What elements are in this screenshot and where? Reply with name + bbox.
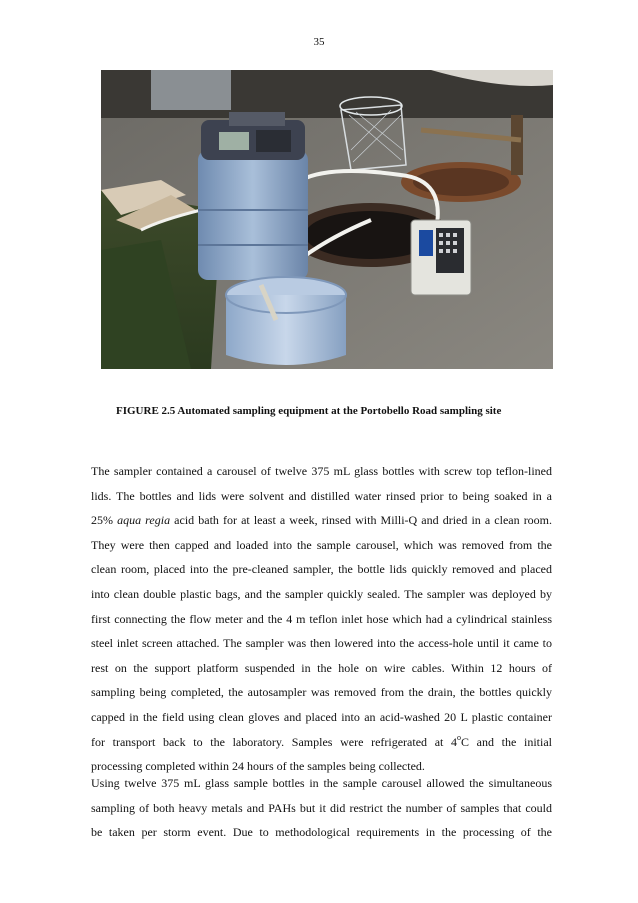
text-line: be taken per storm event. Due to methodological requirements in the processing of the bbox=[91, 825, 552, 840]
text-line: steel inlet screen attached. The sampler was then lowered into the access-hole until it came to bbox=[91, 636, 552, 651]
text-line bbox=[91, 730, 552, 755]
paragraph-2 bbox=[91, 771, 552, 845]
text-line: lids. The bottles and lids were solvent and distilled water rinsed prior to being soaked in a bbox=[91, 488, 552, 503]
text-span: 25% bbox=[91, 513, 118, 528]
text-line: into clean double plastic bags, and the sampler quickly sealed. The sampler was deployed by bbox=[91, 586, 552, 601]
text-line: rest on the support platform suspended in the hole on wire cables. Within 12 hours of bbox=[91, 660, 552, 675]
text-line: They were then capped and loaded into the sample carousel, which was removed from the bbox=[91, 537, 552, 552]
text-span: acid bath for at least a week, rinsed with Milli-Q and dried in a clean room. bbox=[174, 513, 553, 528]
text-line: Using twelve 375 mL glass sample bottles in the sample carousel allowed the simultaneous bbox=[91, 776, 552, 790]
figure-caption: FIGURE 2.5 Automated sampling equipment at the Portobello Road sampling site bbox=[116, 405, 502, 417]
text-line: sampling being completed, the autosampler was removed from the drain, the bottles quickly bbox=[91, 685, 552, 700]
paragraph-1 bbox=[91, 459, 552, 779]
text-span: C and the initial bbox=[461, 734, 552, 749]
page-number: 35 bbox=[313, 36, 325, 48]
text-span: for transport back to the laboratory. Samples were refrigerated at 4 bbox=[91, 734, 458, 749]
italic-term: aqua regia bbox=[117, 513, 171, 528]
text-line: first connecting the flow meter and the 4 m teflon inlet hose which had a cylindrical stainless bbox=[91, 611, 552, 626]
text-line: clean room, placed into the pre-cleaned sampler, the bottle lids quickly removed and placed bbox=[91, 562, 552, 577]
text-line: The sampler contained a carousel of twelve 375 mL glass bottles with screw top teflon-lined bbox=[91, 464, 552, 478]
text-line: sampling of both heavy metals and PAHs but it did restrict the number of samples that could bbox=[91, 800, 552, 815]
figure-photo bbox=[101, 70, 553, 369]
text-line: processing completed within 24 hours of the samples being collected. bbox=[91, 759, 425, 774]
text-line bbox=[91, 508, 552, 533]
text-line: capped in the field using clean gloves and placed into an acid-washed 20 L plastic container bbox=[91, 709, 552, 724]
degree-superscript: o bbox=[457, 732, 462, 742]
